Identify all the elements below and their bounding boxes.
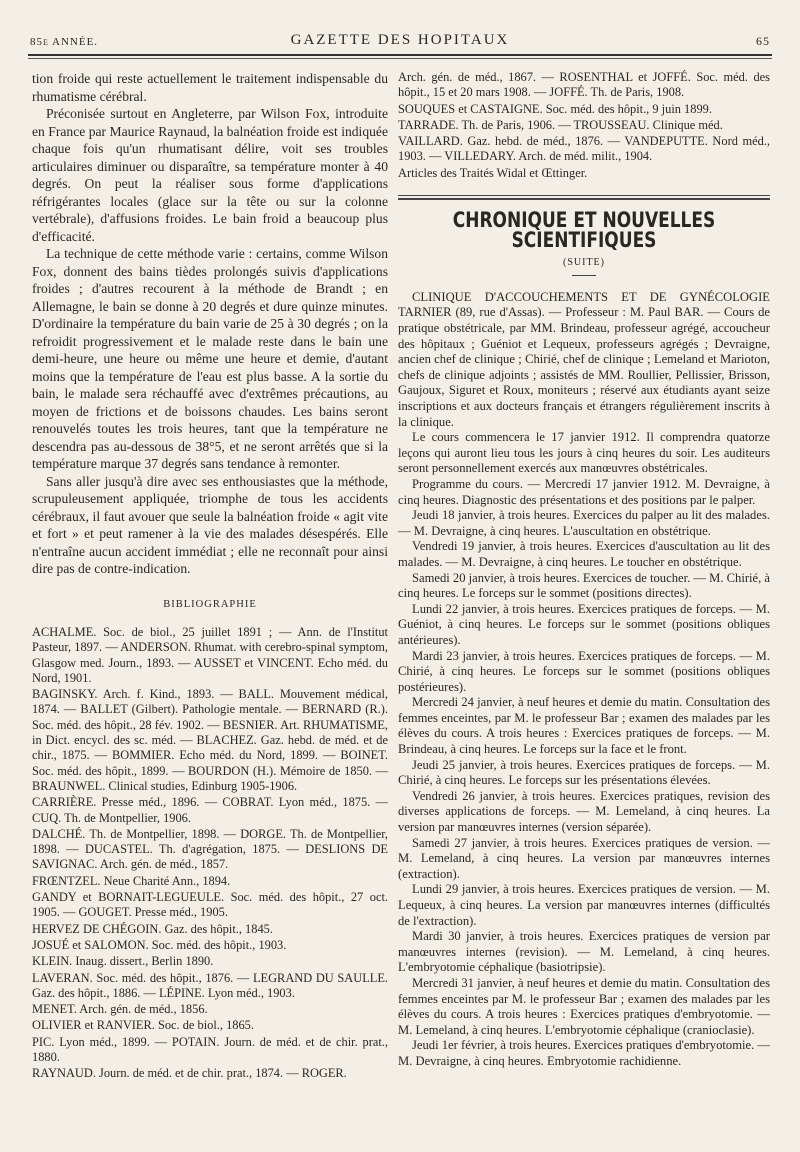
- section-subtitle: (SUITE): [563, 257, 605, 269]
- paragraph: Le cours commencera le 17 janvier 1912. Il comprendra quatorze leçons qui auront lieu tous les jours à cinq heures du soir. Les auditeurs seront personnellement exercés aux manœuvres obstétricales.: [398, 430, 770, 476]
- title-divider: [572, 275, 596, 276]
- bibliography-entry: FRŒNTZEL. Neue Charité Ann., 1894.: [32, 873, 231, 888]
- bibliography-entry: DALCHÉ. Th. de Montpellier, 1898. — DORGE. Th. de Montpellier, 1898. — DUCASTEL. Th. d'agrégation, 1875. — DESLIONS DE SAVIGNAC. Arch. gén. de méd., 1857.: [32, 826, 388, 872]
- bibliography-entry: PIC. Lyon méd., 1899. — POTAIN. Journ. de méd. et de chir. prat., 1880.: [32, 1034, 388, 1065]
- bibliography-entry: ACHALME. Soc. de biol., 25 juillet 1891 ; — Ann. de l'Institut Pasteur, 1897. — ANDERSON. Rhumat. with cerebro-spinal symptom, Glasgow med. Journ., 1893. — AUSSET et VINCENT. Echo méd. du Nord, 1901.: [32, 625, 388, 685]
- header-rule: [28, 54, 772, 56]
- bibliography-entry: JOSUÉ et SALOMON. Soc. méd. des hôpit., 1903.: [32, 937, 287, 952]
- paragraph: Programme du cours. — Mercredi 17 janvier 1912. M. Devraigne, à cinq heures. Diagnostic des présentations et des positions par le palper.: [398, 476, 770, 507]
- section-rule-thick: [398, 198, 770, 200]
- bibliography-continued: [398, 70, 770, 181]
- paragraph: Mardi 23 janvier, à trois heures. Exercices pratiques de forceps. — M. Chirié, à cinq heures. Le forceps sur le sommet (positions obliques postérieures).: [398, 648, 770, 694]
- bibliography-entry: OLIVIER et RANVIER. Soc. de biol., 1865.: [32, 1018, 254, 1033]
- paragraph: Lundi 29 janvier, à trois heures. Exercices pratiques de version. — M. Lequeux, à cinq heures. La version par manœuvres internes (difficultés de l'extraction).: [398, 882, 770, 928]
- paragraph: Samedi 20 janvier, à trois heures. Exercices de toucher. — M. Chirié, à cinq heures. Le forceps sur le sommet (positions directes).: [398, 570, 770, 601]
- running-header: [30, 30, 770, 52]
- paragraph: Jeudi 25 janvier, à trois heures. Exercices pratiques de forceps. — M. Chirié, à cinq heures. Le forceps sur les présentations élevées.: [398, 757, 770, 788]
- paragraph: Mercredi 24 janvier, à neuf heures et demie du matin. Consultation des femmes enceintes, par M. le professeur Bar ; examen des malades par les élèves du cours. A trois heures : Exercices pratiques de forceps. — M. Brindeau, à cinq heures. Le forceps sur la face et le front.: [398, 695, 770, 757]
- issue-year: 85e ANNÉE.: [30, 36, 99, 48]
- bibliography-entry: Arch. gén. de méd., 1867. — ROSENTHAL et JOFFÉ. Soc. méd. des hôpit., 15 et 20 mars 1908. — JOFFÉ. Th. de Paris, 1908.: [398, 70, 770, 100]
- paragraph: CLINIQUE D'ACCOUCHEMENTS ET DE GYNÉCOLOGIE TARNIER (89, rue d'Assas). — Professeur : M. Paul BAR. — Cours de pratique obstétricale, par MM. Brindeau, professeur agrégé, accoucheur des hôpitaux ; Guéniot et Lequeux, professeurs agrégés ; Devraigne, ancien chef de clinique ; Chirié, chef de clinique ; Lemeland et Marioton, chefs de clinique adjoints ; assistés de MM. Roullier, Pellissier, Brisson, Gaujoux, Siguret et Roux, moniteurs ; réservé aux étudiants ayant seize inscriptions et aux docteurs français et étrangers régulièrement inscrits à la clinique.: [398, 289, 770, 429]
- bibliography-entry: TARRADE. Th. de Paris, 1906. — TROUSSEAU. Clinique méd.: [398, 117, 723, 132]
- paragraph: Samedi 27 janvier, à trois heures. Exercices pratiques de version. — M. Lemeland, à cinq heures. La version par manœuvres internes (extraction).: [398, 835, 770, 881]
- bibliography-entry: Articles des Traités Widal et Œttinger.: [398, 165, 588, 180]
- bibliography-entry: LAVERAN. Soc. méd. des hôpit., 1876. — LEGRAND DU SAULLE. Gaz. des hôpit., 1886. — LÉPINE. Lyon méd., 1903.: [32, 970, 388, 1000]
- section-title: CHRONIQUE ET NOUVELLES SCIENTIFIQUES: [452, 208, 716, 253]
- paragraph: Lundi 22 janvier, à trois heures. Exercices pratiques de forceps. — M. Guéniot, à cinq heures. Le forceps sur le sommet (positions obliques antérieures).: [398, 601, 770, 647]
- left-column: [32, 70, 388, 1083]
- section-rule: [398, 195, 770, 196]
- bibliography-entry: BAGINSKY. Arch. f. Kind., 1893. — BALL. Mouvement médical, 1874. — BALLET (Gilbert). Pathologie mentale. — BERNARD (R.). Soc. méd. des hôpit., 28 fév. 1902. — BESNIER. Art. RHUMATISME, in Dict. encycl. des sc. méd. — BLACHEZ. Gaz. hebd. de méd. et de chir., 1875. — BOMMIER. Echo méd. du Nord, 1899. — BOINET. Soc. méd. des hôpit., 1899. — BOURDON (H.). Mémoire de 1850. — BRAUNWEL. Clinical studies, Edinburg 1905-1906.: [32, 687, 388, 793]
- bibliography-heading: BIBLIOGRAPHIE: [163, 598, 257, 610]
- bibliography-entry: MENET. Arch. gén. de méd., 1856.: [32, 1002, 208, 1017]
- paragraph: tion froide qui reste actuellement le traitement indispensable du rhumatisme cérébral.: [32, 71, 388, 104]
- paragraph: La technique de cette méthode varie : certains, comme Wilson Fox, donnent des bains tièdes prolongés suivis d'applications froides ; d'autres recourent à la méthode de Brandt ; en Allemagne, le bain se donne à 20 degrés et dure quinze minutes. D'ordinaire la température du bain varie de 25 à 30 degrés ; on la refroidit progressivement et le malade reste dans le bain une demi-heure, une heure ou même une heure et demie, d'autant moins que la température de l'eau est plus basse. A la sortie du bain, le malade sera réchauffé avec d'extrêmes précautions, au moyen de frictions et de boissons chaudes. Les bains seront renouvelés toutes les trois heures, tant que la température ne descendra pas au-dessous de 38°5, et ne seront arrêtés que si la température marque 37 degrés sans tendance à remonter.: [32, 246, 388, 471]
- paragraph: Vendredi 19 janvier, à trois heures. Exercices d'auscultation au lit des malades. — M. Devraigne, à cinq heures. Le toucher en obstétrique.: [398, 539, 770, 569]
- bibliography-entry: GANDY et BORNAIT-LEGUEULE. Soc. méd. des hôpit., 27 oct. 1905. — GOUGET. Presse méd., 1905.: [32, 890, 388, 920]
- bibliography-entry: HERVEZ DE CHÉGOIN. Gaz. des hôpit., 1845.: [32, 921, 273, 936]
- paragraph: Jeudi 18 janvier, à trois heures. Exercices du palper au lit des malades. — M. Devraigne, à cinq heures. L'auscultation en obstétrique.: [398, 508, 770, 538]
- header-rule-thin: [28, 58, 772, 59]
- paragraph: Jeudi 1er février, à trois heures. Exercices pratiques d'embryotomie. — M. Devraigne, à cinq heures. Embryotomie rachidienne.: [398, 1038, 770, 1068]
- journal-title: GAZETTE DES HOPITAUX: [290, 32, 510, 48]
- right-column: [398, 70, 770, 1070]
- page-number: 65: [756, 34, 770, 48]
- paragraph: Sans aller jusqu'à dire avec ses enthousiastes que la méthode, scrupuleusement appliquée, triomphe de tous les accidents cérébraux, il faut avouer que seule la balnéation froide « agit vite et fort » et peut ramener à la vie des malades désespérés. Elle n'entraîne aucun accident immédiat ; elle ne reconnaît pour ainsi dire pas de contre-indication.: [32, 473, 388, 576]
- paragraph: Mercredi 31 janvier, à neuf heures et demie du matin. Consultation des femmes enceintes par M. le professeur Bar ; examen des malades par les élèves du cours. A trois heures : Exercices pratiques d'embryotomie. — M. Lemeland, à cinq heures. L'embryotomie céphalique (cranioclasie).: [398, 975, 770, 1037]
- bibliography-list: [32, 625, 388, 1082]
- bibliography-entry: SOUQUES et CASTAIGNE. Soc. méd. des hôpit., 9 juin 1899.: [398, 101, 712, 116]
- bibliography-entry: CARRIÈRE. Presse méd., 1896. — COBRAT. Lyon méd., 1875. — CUQ. Th. de Montpellier, 1906.: [32, 795, 388, 825]
- paragraph: Mardi 30 janvier, à trois heures. Exercices pratiques de version par manœuvres internes (revision). — M. Lemeland, à cinq heures. L'embryotomie céphalique (basiotripsie).: [398, 929, 770, 975]
- paragraph: Préconisée surtout en Angleterre, par Wilson Fox, introduite en France par Maurice Raynaud, la balnéation froide est indiquée chaque fois qu'un rhumatisant délire, voit ses troubles articulaires diminuer ou disparaître, sa température monter à 40 degrés. On peut la réaliser sous forme d'applications réfrigérantes locales (glace sur la tête ou sur la colonne vertébrale), d'affusions froides. Le bain froid a beaucoup plus d'efficacité.: [32, 106, 388, 244]
- bibliography-entry: KLEIN. Inaug. dissert., Berlin 1890.: [32, 954, 214, 969]
- paragraph: Vendredi 26 janvier, à trois heures. Exercices pratiques, revision des diverses applications de forceps. — M. Lemeland, à cinq heures. La version par manœuvres internes (version séparée).: [398, 788, 770, 835]
- bibliography-entry: VAILLARD. Gaz. hebd. de méd., 1876. — VANDEPUTTE. Nord méd., 1903. — VILLEDARY. Arch. de méd. milit., 1904.: [398, 134, 770, 164]
- bibliography-entry: RAYNAUD. Journ. de méd. et de chir. prat., 1874. — ROGER.: [32, 1066, 347, 1081]
